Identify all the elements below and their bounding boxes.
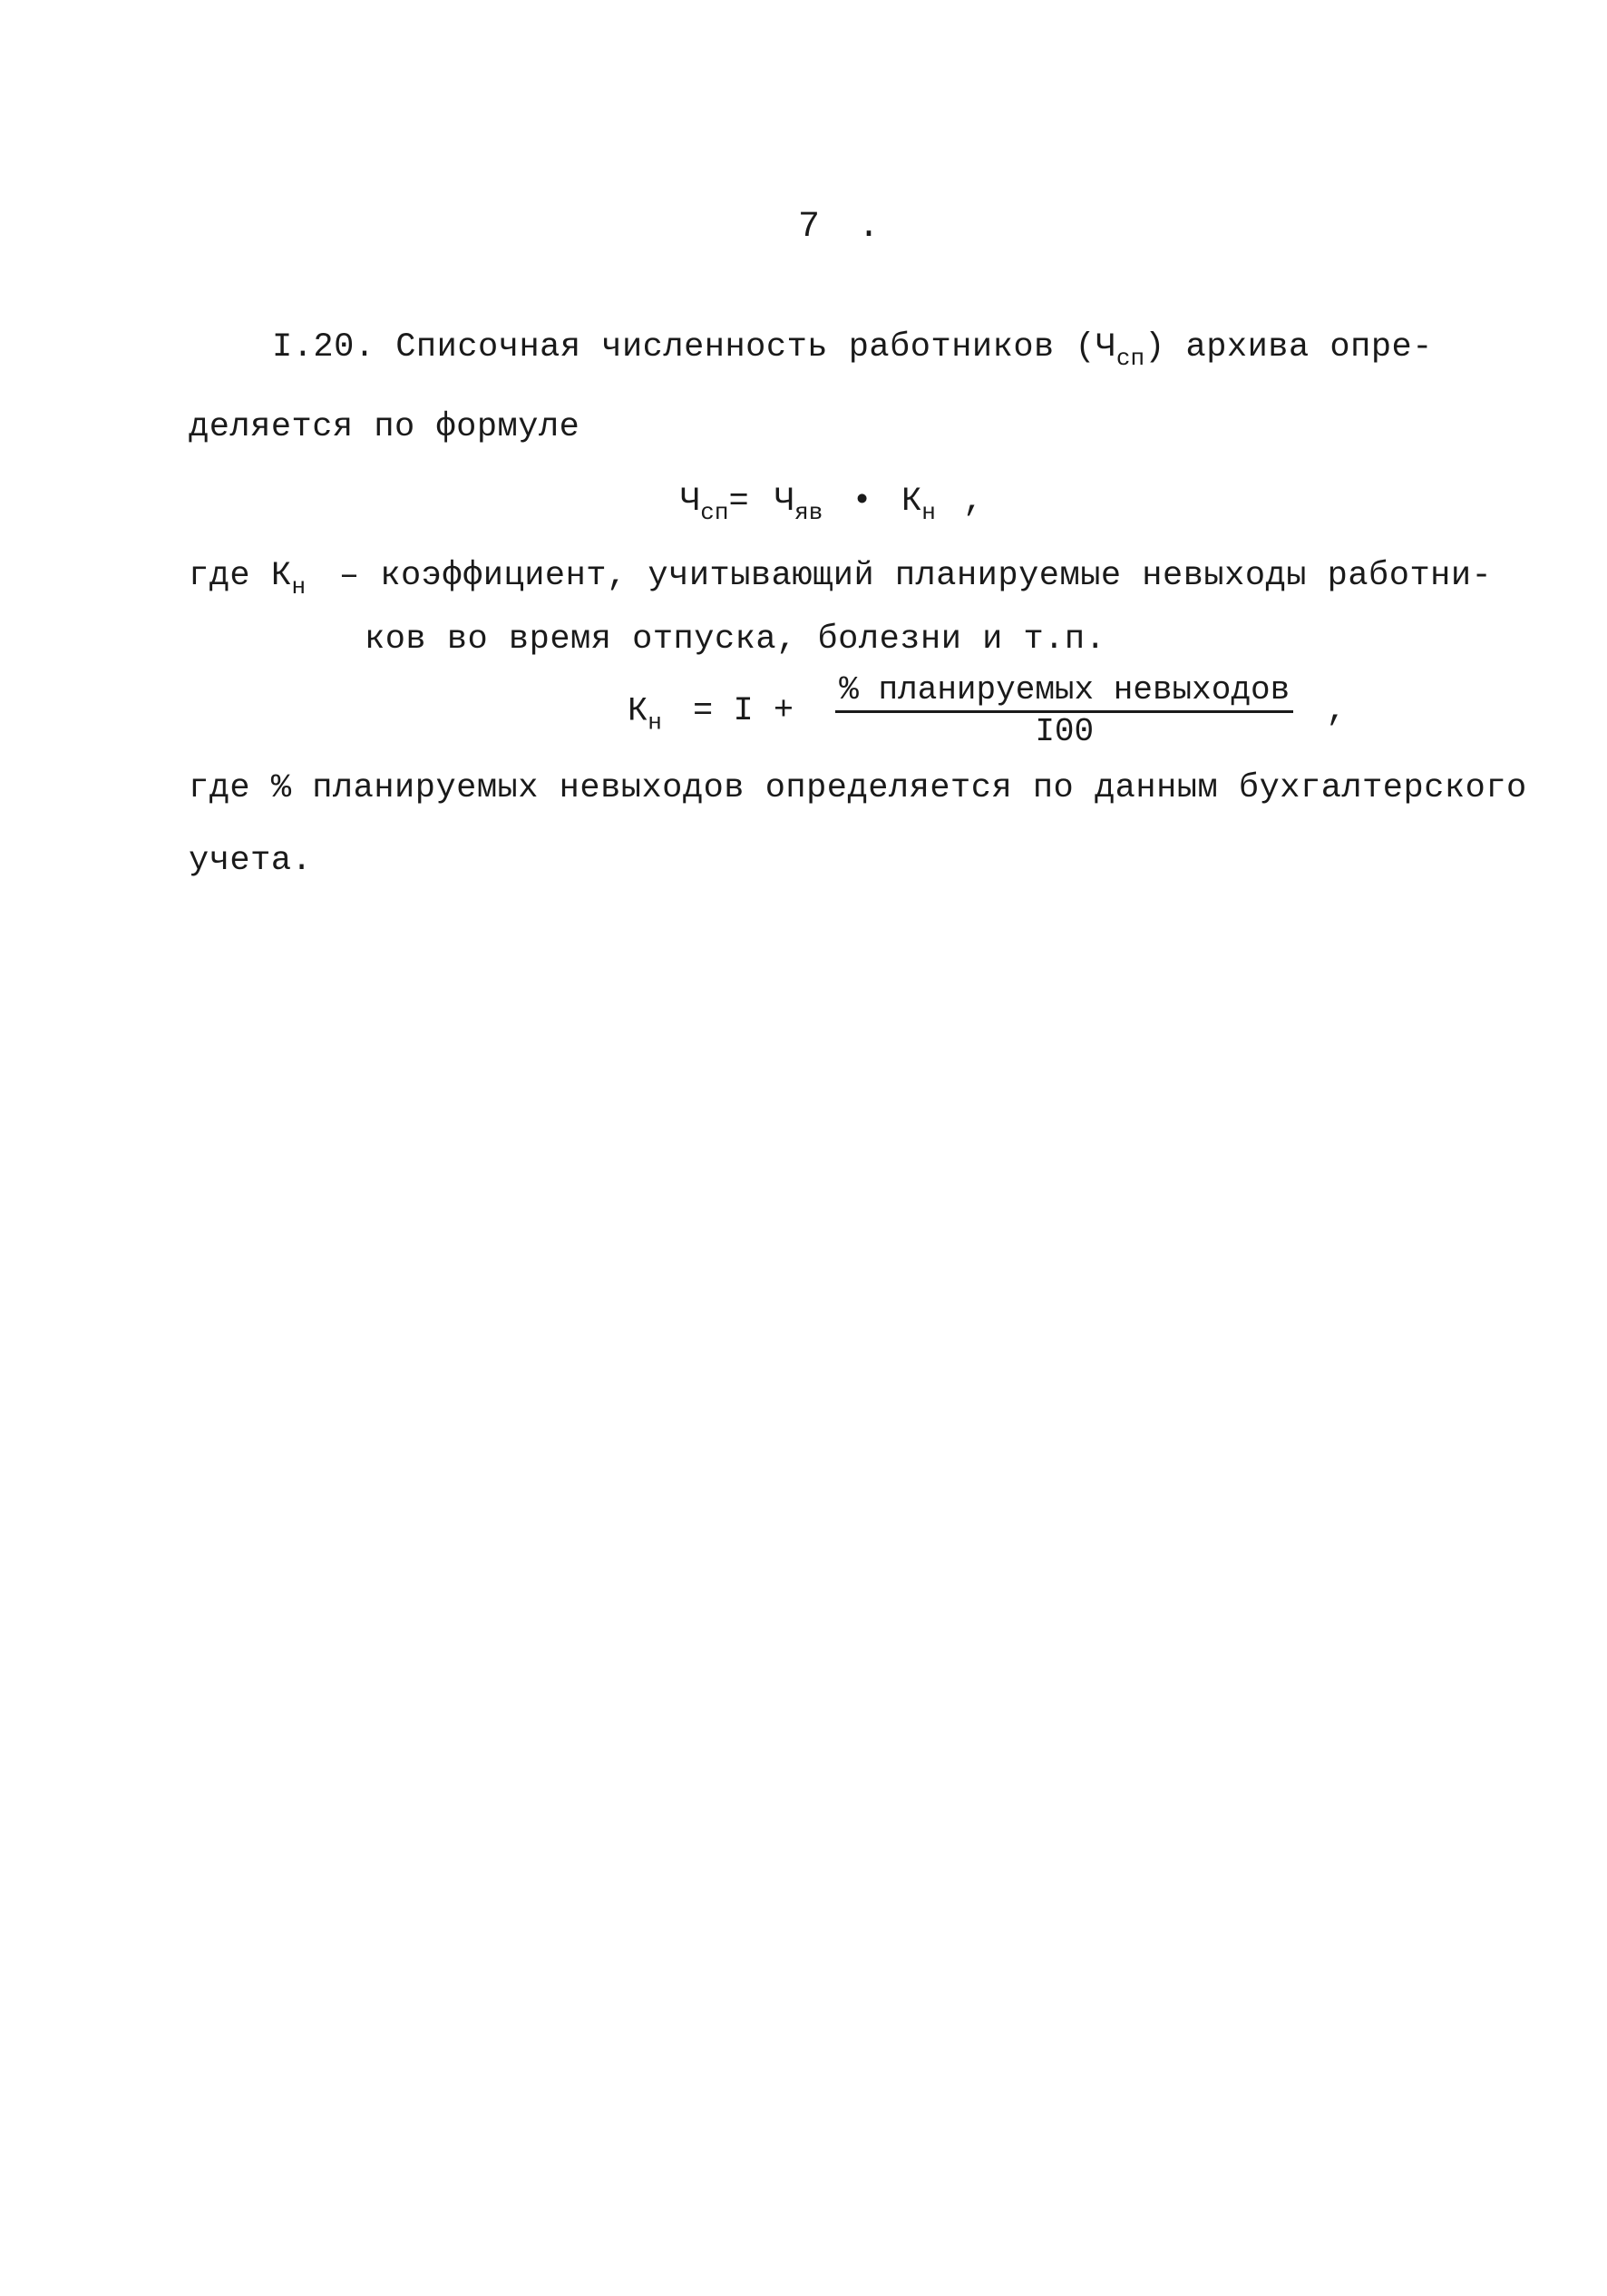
paragraph-line-1-start: I.20. Списочная численность работников (Ч (272, 328, 1116, 366)
paragraph-line-2-text: деляется по формуле (189, 408, 580, 446)
formula-coefficient-rhs: = I + (693, 692, 794, 731)
formula-coefficient-lhs-sub: н (648, 708, 662, 737)
formula-coefficient-fraction (835, 671, 1293, 750)
note-line-2-text: учета. (189, 842, 313, 880)
formula-coefficient-end: , (1326, 692, 1347, 731)
page-number (798, 207, 880, 248)
formula-headcount-lhs-sub: сп (700, 499, 729, 526)
page-number-value: 7 (798, 207, 821, 248)
formula-coefficient-lhs: К (628, 692, 648, 731)
formula-headcount-factor-1: Ч (774, 483, 795, 521)
definition-line-1 (189, 557, 1492, 601)
note-line-2 (189, 842, 312, 880)
definition-line-2-text: ков во время отпуска, болезни и т.п. (365, 620, 1106, 659)
formula-coefficient-denominator: I00 (1035, 713, 1095, 750)
formula-headcount-eq: = (728, 483, 749, 521)
page-number-mark: . (858, 207, 881, 248)
formula-headcount-lhs: Ч (680, 483, 701, 521)
paragraph-line-1 (272, 328, 1433, 372)
formula-headcount-end: , (963, 483, 984, 521)
definition-line-1-end: – коэффициент, учитывающий планируемые невыходы работни- (338, 557, 1493, 595)
definition-line-1-start: где К (189, 557, 292, 595)
note-line-1-text: где % планируемых невыходов определяется по данным бухгалтерского (189, 769, 1527, 807)
definition-line-2 (365, 620, 1105, 659)
formula-headcount (680, 483, 983, 526)
formula-headcount-dot: • (852, 483, 872, 521)
formula-coefficient-numerator: % планируемых невыходов (835, 671, 1293, 713)
formula-headcount-factor-1-sub: яв (794, 499, 823, 526)
note-line-1 (189, 769, 1527, 807)
formula-headcount-factor-2: К (901, 483, 922, 521)
formula-headcount-factor-2-sub: н (921, 499, 936, 526)
formula-coefficient (628, 671, 1347, 750)
paragraph-line-2 (189, 408, 579, 446)
definition-line-1-subscript: н (291, 573, 307, 601)
paragraph-line-1-subscript: сп (1115, 345, 1145, 372)
paragraph-line-1-end: ) архива опре- (1144, 328, 1433, 366)
